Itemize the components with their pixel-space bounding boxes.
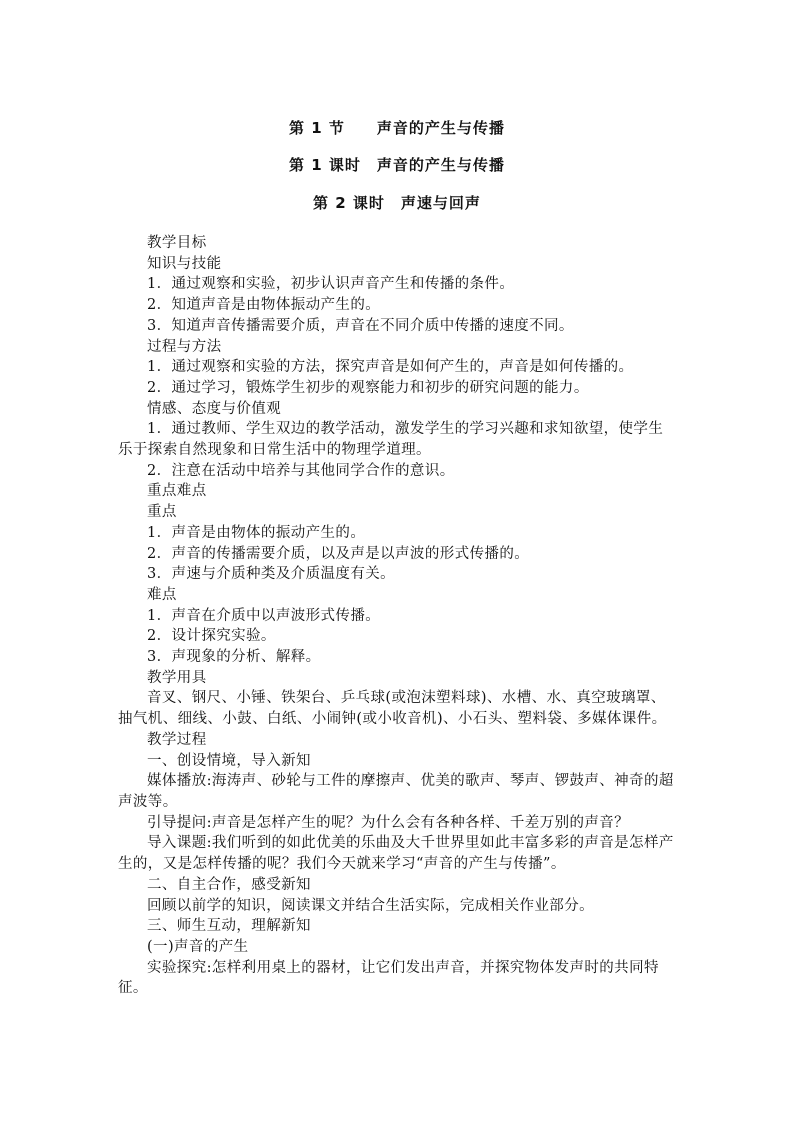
lesson1-title: 第 1 课时 声音的产生与传播: [289, 156, 505, 174]
subheading-step3: 三、师生互动，理解新知: [147, 918, 311, 935]
paragraph: 1．声音在介质中以声波形式传播。: [147, 607, 381, 624]
document-body: [118, 233, 678, 999]
paragraph: 1．声音是由物体的振动产生的。: [147, 524, 366, 541]
paragraph: 3．声速与介质种类及介质温度有关。: [147, 566, 396, 583]
heading-teaching-tools: 教学用具: [147, 669, 207, 686]
paragraph: 回顾以前学的知识，阅读课文并结合生活实际，完成相关作业部分。: [147, 897, 594, 914]
paragraph: 3．知道声音传播需要介质，声音在不同介质中传播的速度不同。: [147, 317, 574, 334]
paragraph: 1．通过观察和实验，初步认识声音产生和传播的条件。: [147, 276, 515, 293]
paragraph: 2．设计探究实验。: [147, 628, 276, 645]
paragraph: 导入课题:我们听到的如此优美的乐曲及大千世界里如此丰富多彩的声音是怎样产生的，又是怎样传播的呢？我们今天就来学习“声音的产生与传播”。: [118, 835, 674, 873]
paragraph: 实验探究:怎样利用桌上的器材，让它们发出声音，并探究物体发声时的共同特征。: [118, 959, 659, 997]
paragraph: 3．声现象的分析、解释。: [147, 649, 321, 666]
subheading-sound-production: (一)声音的产生: [147, 938, 249, 955]
section-title: 第 1 节 声音的产生与传播: [289, 119, 505, 137]
heading-teaching-goals: 教学目标: [147, 235, 207, 251]
paragraph: 1．通过教师、学生双边的教学活动，激发学生的学习兴趣和求知欲望，使学生乐于探索自然现象和日常生活中的物理学道理。: [118, 421, 664, 459]
paragraph: 音叉、钢尺、小锤、铁架台、乒乓球(或泡沫塑料球)、水槽、水、真空玻璃罩、抽气机、细线、小鼓、白纸、小闹钟(或小收音机)、小石头、塑料袋、多媒体课件。: [118, 690, 667, 728]
paragraph: 2．声音的传播需要介质，以及声是以声波的形式传播的。: [147, 545, 530, 562]
subheading-key: 重点: [147, 504, 177, 521]
subheading-knowledge: 知识与技能: [147, 255, 222, 272]
lesson2-title: 第 2 课时 声速与回声: [313, 194, 481, 212]
paragraph: 引导提问:声音是怎样产生的呢？为什么会有各种各样、千差万别的声音？: [147, 814, 630, 831]
heading-key-difficult: 重点难点: [147, 483, 207, 500]
subheading-step1: 一、创设情境，导入新知: [147, 752, 311, 769]
subheading-difficult: 难点: [147, 586, 177, 603]
paragraph: 2．通过学习，锻炼学生初步的观察能力和初步的研究问题的能力。: [147, 379, 589, 396]
paragraph: 媒体播放:海涛声、砂轮与工件的摩擦声、优美的歌声、琴声、锣鼓声、神奇的超声波等。: [118, 773, 674, 810]
paragraph: 1．通过观察和实验的方法，探究声音是如何产生的，声音是如何传播的。: [147, 359, 634, 376]
heading-teaching-process: 教学过程: [147, 731, 207, 748]
paragraph: 2．注意在活动中培养与其他同学合作的意识。: [147, 462, 455, 479]
subheading-attitude: 情感、态度与价值观: [147, 400, 282, 417]
subheading-process: 过程与方法: [147, 338, 222, 355]
paragraph: 2．知道声音是由物体振动产生的。: [147, 297, 381, 314]
subheading-step2: 二、自主合作，感受新知: [147, 876, 311, 893]
